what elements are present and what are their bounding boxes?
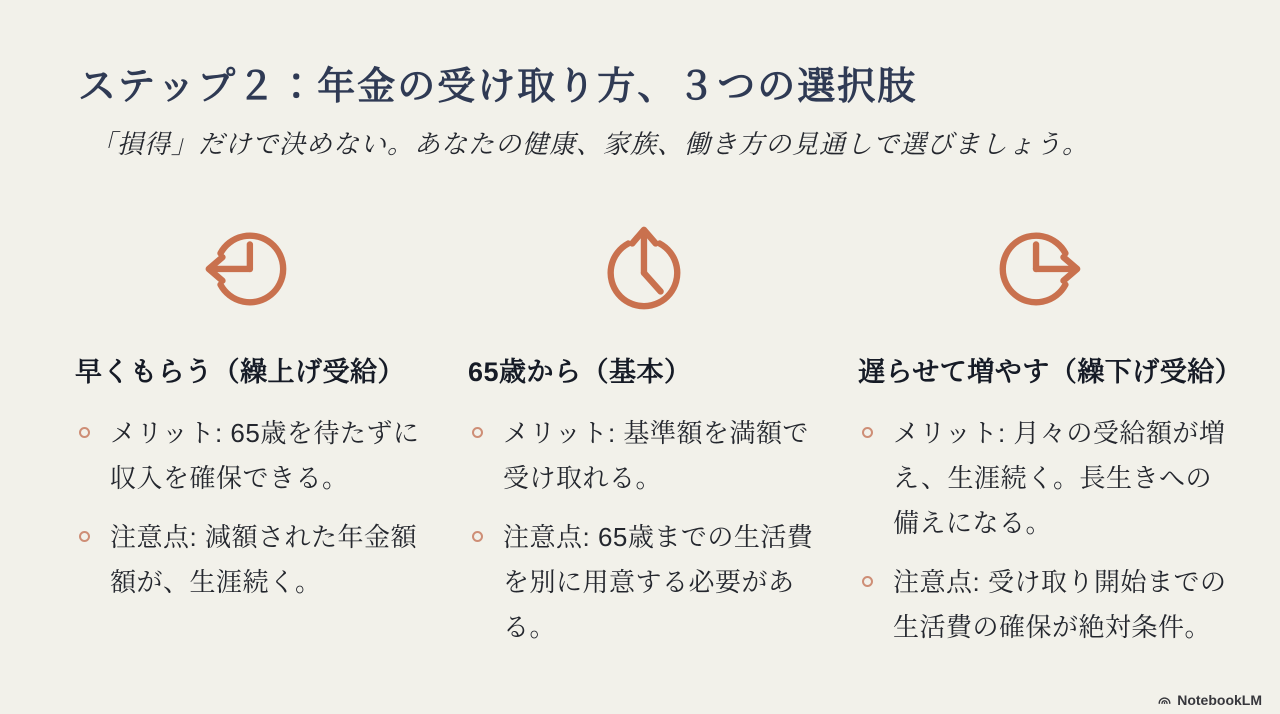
bullet-text: メリット: 65歳を待たずに収入を確保できる。 <box>110 418 420 493</box>
clock-arrow-up-icon <box>459 220 824 314</box>
bullet-text: メリット: 基準額を満額で受け取れる。 <box>503 418 809 493</box>
bullet-text: 注意点: 65歳までの生活費を別に用意する必要がある。 <box>503 522 814 642</box>
bullet-item <box>858 411 1236 546</box>
option-column-basic <box>468 220 833 664</box>
bullet-text: メリット: 月々の受給額が増え、生涯続く。長生きへの備えになる。 <box>893 418 1226 538</box>
bullet-item <box>468 515 833 650</box>
bullet-text: 注意点: 受け取り開始までの生活費の確保が絶対条件。 <box>893 567 1227 642</box>
clock-arrow-left-icon <box>66 220 421 314</box>
bullet-ring-icon <box>862 576 873 587</box>
clock-arrow-right-icon <box>849 220 1227 314</box>
column-heading: 遅らせて増やす（繰下げ受給） <box>858 357 1243 387</box>
bullet-ring-icon <box>862 427 873 438</box>
bullet-item <box>75 515 430 605</box>
bullet-list <box>468 411 833 650</box>
brand-label: NotebookLM <box>1177 692 1262 708</box>
bullet-ring-icon <box>79 427 90 438</box>
bullet-item <box>858 560 1236 650</box>
column-heading: 早くもらう（繰上げ受給） <box>75 357 405 387</box>
bullet-ring-icon <box>79 531 90 542</box>
option-column-delay <box>858 220 1243 664</box>
bullet-list <box>858 411 1236 650</box>
page-title: ステップ２：年金の受け取り方、３つの選択肢 <box>78 66 918 108</box>
option-column-early <box>75 220 430 619</box>
bullet-ring-icon <box>472 531 483 542</box>
bullet-text: 注意点: 減額された年金額額が、生涯続く。 <box>110 522 417 597</box>
bullet-ring-icon <box>472 427 483 438</box>
bullet-list <box>75 411 430 605</box>
notebooklm-watermark <box>1157 692 1262 708</box>
bullet-item <box>468 411 833 501</box>
bullet-item <box>75 411 430 501</box>
page-subtitle: 「損得」だけで決めない。あなたの健康、家族、働き方の見通しで選びましょう。 <box>90 129 1090 159</box>
notebooklm-logo-icon <box>1157 693 1172 708</box>
column-heading: 65歳から（基本） <box>468 357 692 387</box>
